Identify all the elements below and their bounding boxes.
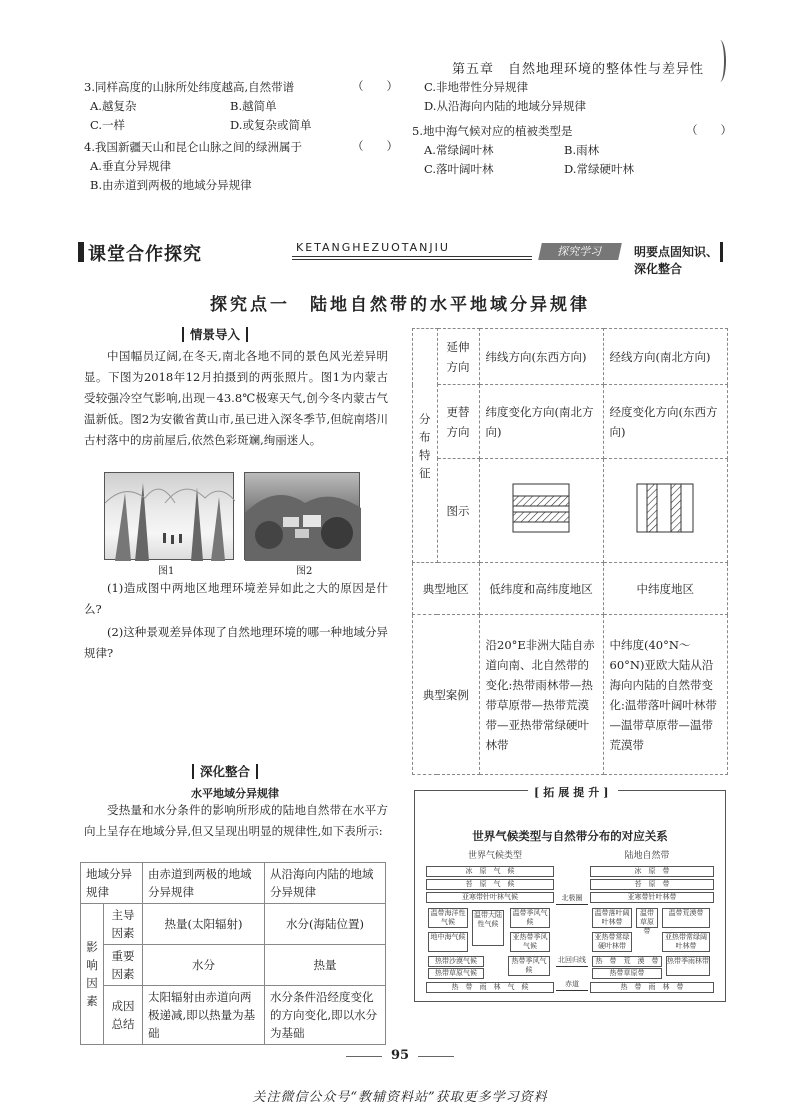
table-cell: 水分 — [143, 945, 265, 986]
footer-rule-right — [418, 1056, 454, 1057]
biome-cell: 温带荒漠带 — [662, 908, 710, 928]
diagram-longitudinal-bands — [603, 459, 728, 563]
option: C.一样 — [90, 118, 126, 132]
table-cell: 低纬度和高纬度地区 — [479, 563, 603, 615]
biome-cell: 亚热带常绿硬叶林带 — [592, 932, 632, 952]
deepen-table — [80, 862, 386, 1045]
question-5 — [412, 122, 732, 179]
climate-cell: 温带大陆性气候 — [472, 910, 504, 946]
table-cell: 水分(海陆位置) — [265, 904, 386, 945]
option: A.越复杂 — [90, 99, 137, 113]
deepen-subtitle: 水平地域分异规律 — [191, 787, 279, 800]
arrow-line — [556, 966, 588, 967]
biome-cell: 温带落叶阔叶林带 — [592, 908, 632, 928]
climate-cell: 热带季风气候 — [508, 956, 550, 976]
table-cell: 热量(太阳辐射) — [143, 904, 265, 945]
table-cell: 经度变化方向(东西方向) — [603, 385, 728, 459]
diagram-latitudinal-bands — [479, 459, 603, 563]
fig1-caption: 图1 — [158, 566, 175, 577]
answer-paren: （ ） — [686, 123, 732, 137]
option: A.常绿阔叶林 — [424, 143, 494, 157]
table-row-label: 主导因素 — [104, 904, 143, 945]
diagram-left-head: 世界气候类型 — [467, 851, 522, 861]
biome-cell: 亚热带常绿阔叶林带 — [662, 932, 710, 952]
extend-label: [拓展提升] — [528, 784, 618, 800]
arrow-label-equator: 赤道 — [565, 980, 579, 988]
option: A.垂直分异规律 — [90, 159, 171, 173]
climate-cell: 热带沙漠气候 — [428, 956, 484, 967]
climate-cell: 地中海气候 — [428, 932, 468, 952]
section-banner — [78, 240, 724, 276]
arrow-label-tropic: 北回归线 — [558, 956, 586, 964]
climate-row: 冰 原 气 候 — [426, 866, 554, 877]
table-cell: 纬线方向(东西方向) — [479, 329, 603, 385]
answer-paren: （ ） — [352, 79, 398, 93]
deepen-label-box — [192, 762, 258, 780]
table-row-label: 典型案例 — [413, 615, 480, 775]
question-4 — [84, 138, 394, 195]
climate-cell: 温带季风气候 — [510, 908, 550, 928]
climate-row: 热 带 雨 林 气 候 — [426, 982, 554, 993]
table-cell: 中纬度(40°N～60°N)亚欧大陆从沿海向内陆的自然带变化:温带落叶阔叶林带—温带草原带—温带荒漠带 — [603, 615, 728, 775]
banner-pinyin: KETANGHEZUOTANJIU — [296, 241, 450, 254]
table-row-label: 图示 — [437, 459, 479, 563]
intro-question-1: (1)造成图中两地区地理环境差异如此之大的原因是什么? — [84, 581, 388, 616]
biome-row: 热 带 雨 林 带 — [590, 982, 714, 993]
answer-paren: （ ） — [352, 139, 398, 153]
intro-label: 情景导入 — [182, 327, 248, 342]
deepen-paragraph: 受热量和水分条件的影响所形成的陆地自然带在水平方向上呈存在地域分异,但又呈现出明显的规律性,如下表所示: — [84, 803, 388, 838]
climate-cell: 温带海洋性气候 — [428, 908, 468, 928]
section-title: 探究点一 陆地自然带的水平地域分异规律 — [210, 295, 590, 315]
arrow-line — [556, 990, 588, 991]
table-cell: 水分条件沿经度变化的方向变化,即以水分为基础 — [265, 986, 386, 1045]
question-stem: 3.同样高度的山脉所处纬度越高,自然带谱 — [84, 80, 295, 94]
option: C.非地带性分异规律 — [424, 80, 529, 94]
table-row-label: 典型地区 — [413, 563, 480, 615]
biome-row: 苔 原 带 — [590, 879, 714, 890]
biome-row: 冰 原 带 — [590, 866, 714, 877]
question-stem: 5.地中海气候对应的植被类型是 — [412, 124, 573, 138]
option: D.常绿硬叶林 — [564, 162, 634, 176]
table-row-label: 重要因素 — [104, 945, 143, 986]
deepen-label: 深化整合 — [192, 764, 258, 779]
comparison-table — [412, 328, 728, 775]
biome-row: 亚寒带针叶林带 — [590, 892, 714, 903]
table-cell: 沿20°E非洲大陆自赤道向南、北自然带的变化:热带雨林带—热带草原带—热带荒漠带—亚热带常绿硬叶林带 — [479, 615, 603, 775]
banner-title: 课堂合作探究 — [88, 244, 202, 265]
question-3 — [84, 78, 394, 135]
option: C.落叶阔叶林 — [424, 162, 494, 176]
banner-tag: 探究学习 — [538, 243, 622, 260]
arrow-line — [556, 904, 588, 905]
banner-slogan: 明要点固知识、深化整合 — [634, 245, 719, 276]
table-header: 地域分异规律 — [81, 863, 143, 904]
table-cell: 纬度变化方向(南北方向) — [479, 385, 603, 459]
climate-row: 苔 原 气 候 — [426, 879, 554, 890]
table-group-label: 影响因素 — [81, 904, 104, 1045]
question-stem: 4.我国新疆天山和昆仑山脉之间的绿洲属于 — [84, 140, 302, 154]
table-cell: 中纬度地区 — [603, 563, 728, 615]
option: D.从沿海向内陆的地域分异规律 — [424, 99, 586, 113]
table-header: 由赤道到两极的地域分异规律 — [143, 863, 265, 904]
table-cell: 热量 — [265, 945, 386, 986]
climate-row: 亚寒带针叶林气候 — [426, 892, 554, 903]
biome-cell: 热带草原带 — [592, 968, 662, 979]
biome-cell: 温带草原带 — [636, 908, 658, 928]
banner-bar — [78, 242, 84, 262]
diagram-title: 世界气候类型与自然带分布的对应关系 — [472, 829, 668, 843]
extend-label-text: 拓展提升 — [543, 786, 604, 799]
biome-cell: 热 带 荒 漠 带 — [592, 956, 662, 967]
intro-paragraph: 中国幅员辽阔,在冬天,南北各地不同的景色风光差异明显。下图为2018年12月拍摄到的两张照片。图1为内蒙古受较强冷空气影响,出现－43.8℃极寒天气,创今冬内蒙古气温新低。图2为安徽省黄山市,虽已进入深冬季节,但皖南塔川古村落中的房前屋后,依然色彩斑斓,绚丽迷人。 — [84, 349, 388, 447]
option: B.由赤道到两极的地域分异规律 — [90, 178, 252, 192]
header-bracket-decoration — [714, 40, 726, 82]
photo-snowy-avenue — [104, 472, 234, 560]
option: B.雨林 — [564, 143, 600, 157]
chapter-title: 第五章 自然地理环境的整体性与差异性 — [452, 62, 705, 77]
intro-question-2: (2)这种景观差异体现了自然地理环境的哪一种地域分异规律? — [84, 625, 388, 660]
question-4-continued — [418, 78, 728, 116]
climate-cell: 热带草原气候 — [428, 968, 484, 979]
arrow-label-arctic: 北极圈 — [561, 894, 583, 902]
table-cell: 经线方向(南北方向) — [603, 329, 728, 385]
climate-cell: 亚热带季风气候 — [510, 932, 550, 952]
option: B.越简单 — [230, 99, 277, 113]
option: D.或复杂或简单 — [230, 118, 312, 132]
table-row-label: 更替方向 — [437, 385, 479, 459]
table-row-label: 成因总结 — [104, 986, 143, 1045]
banner-endbar — [720, 242, 723, 262]
diagram-right-head: 陆地自然带 — [624, 851, 670, 861]
footer-note: 关注微信公众号“教辅资料站”获取更多学习资料 — [252, 1090, 548, 1105]
table-group-label: 分布特征 — [413, 329, 438, 563]
fig2-caption: 图2 — [296, 566, 313, 577]
photo-ancient-village — [244, 472, 360, 560]
table-cell: 太阳辐射由赤道向两极递减,即以热量为基础 — [143, 986, 265, 1045]
page-number: 95 — [390, 1048, 410, 1063]
intro-label-box — [182, 325, 248, 343]
table-header: 从沿海向内陆的地域分异规律 — [265, 863, 386, 904]
biome-cell: 热带季雨林带 — [666, 956, 710, 976]
table-row-label: 延伸方向 — [437, 329, 479, 385]
banner-lines — [292, 256, 532, 260]
